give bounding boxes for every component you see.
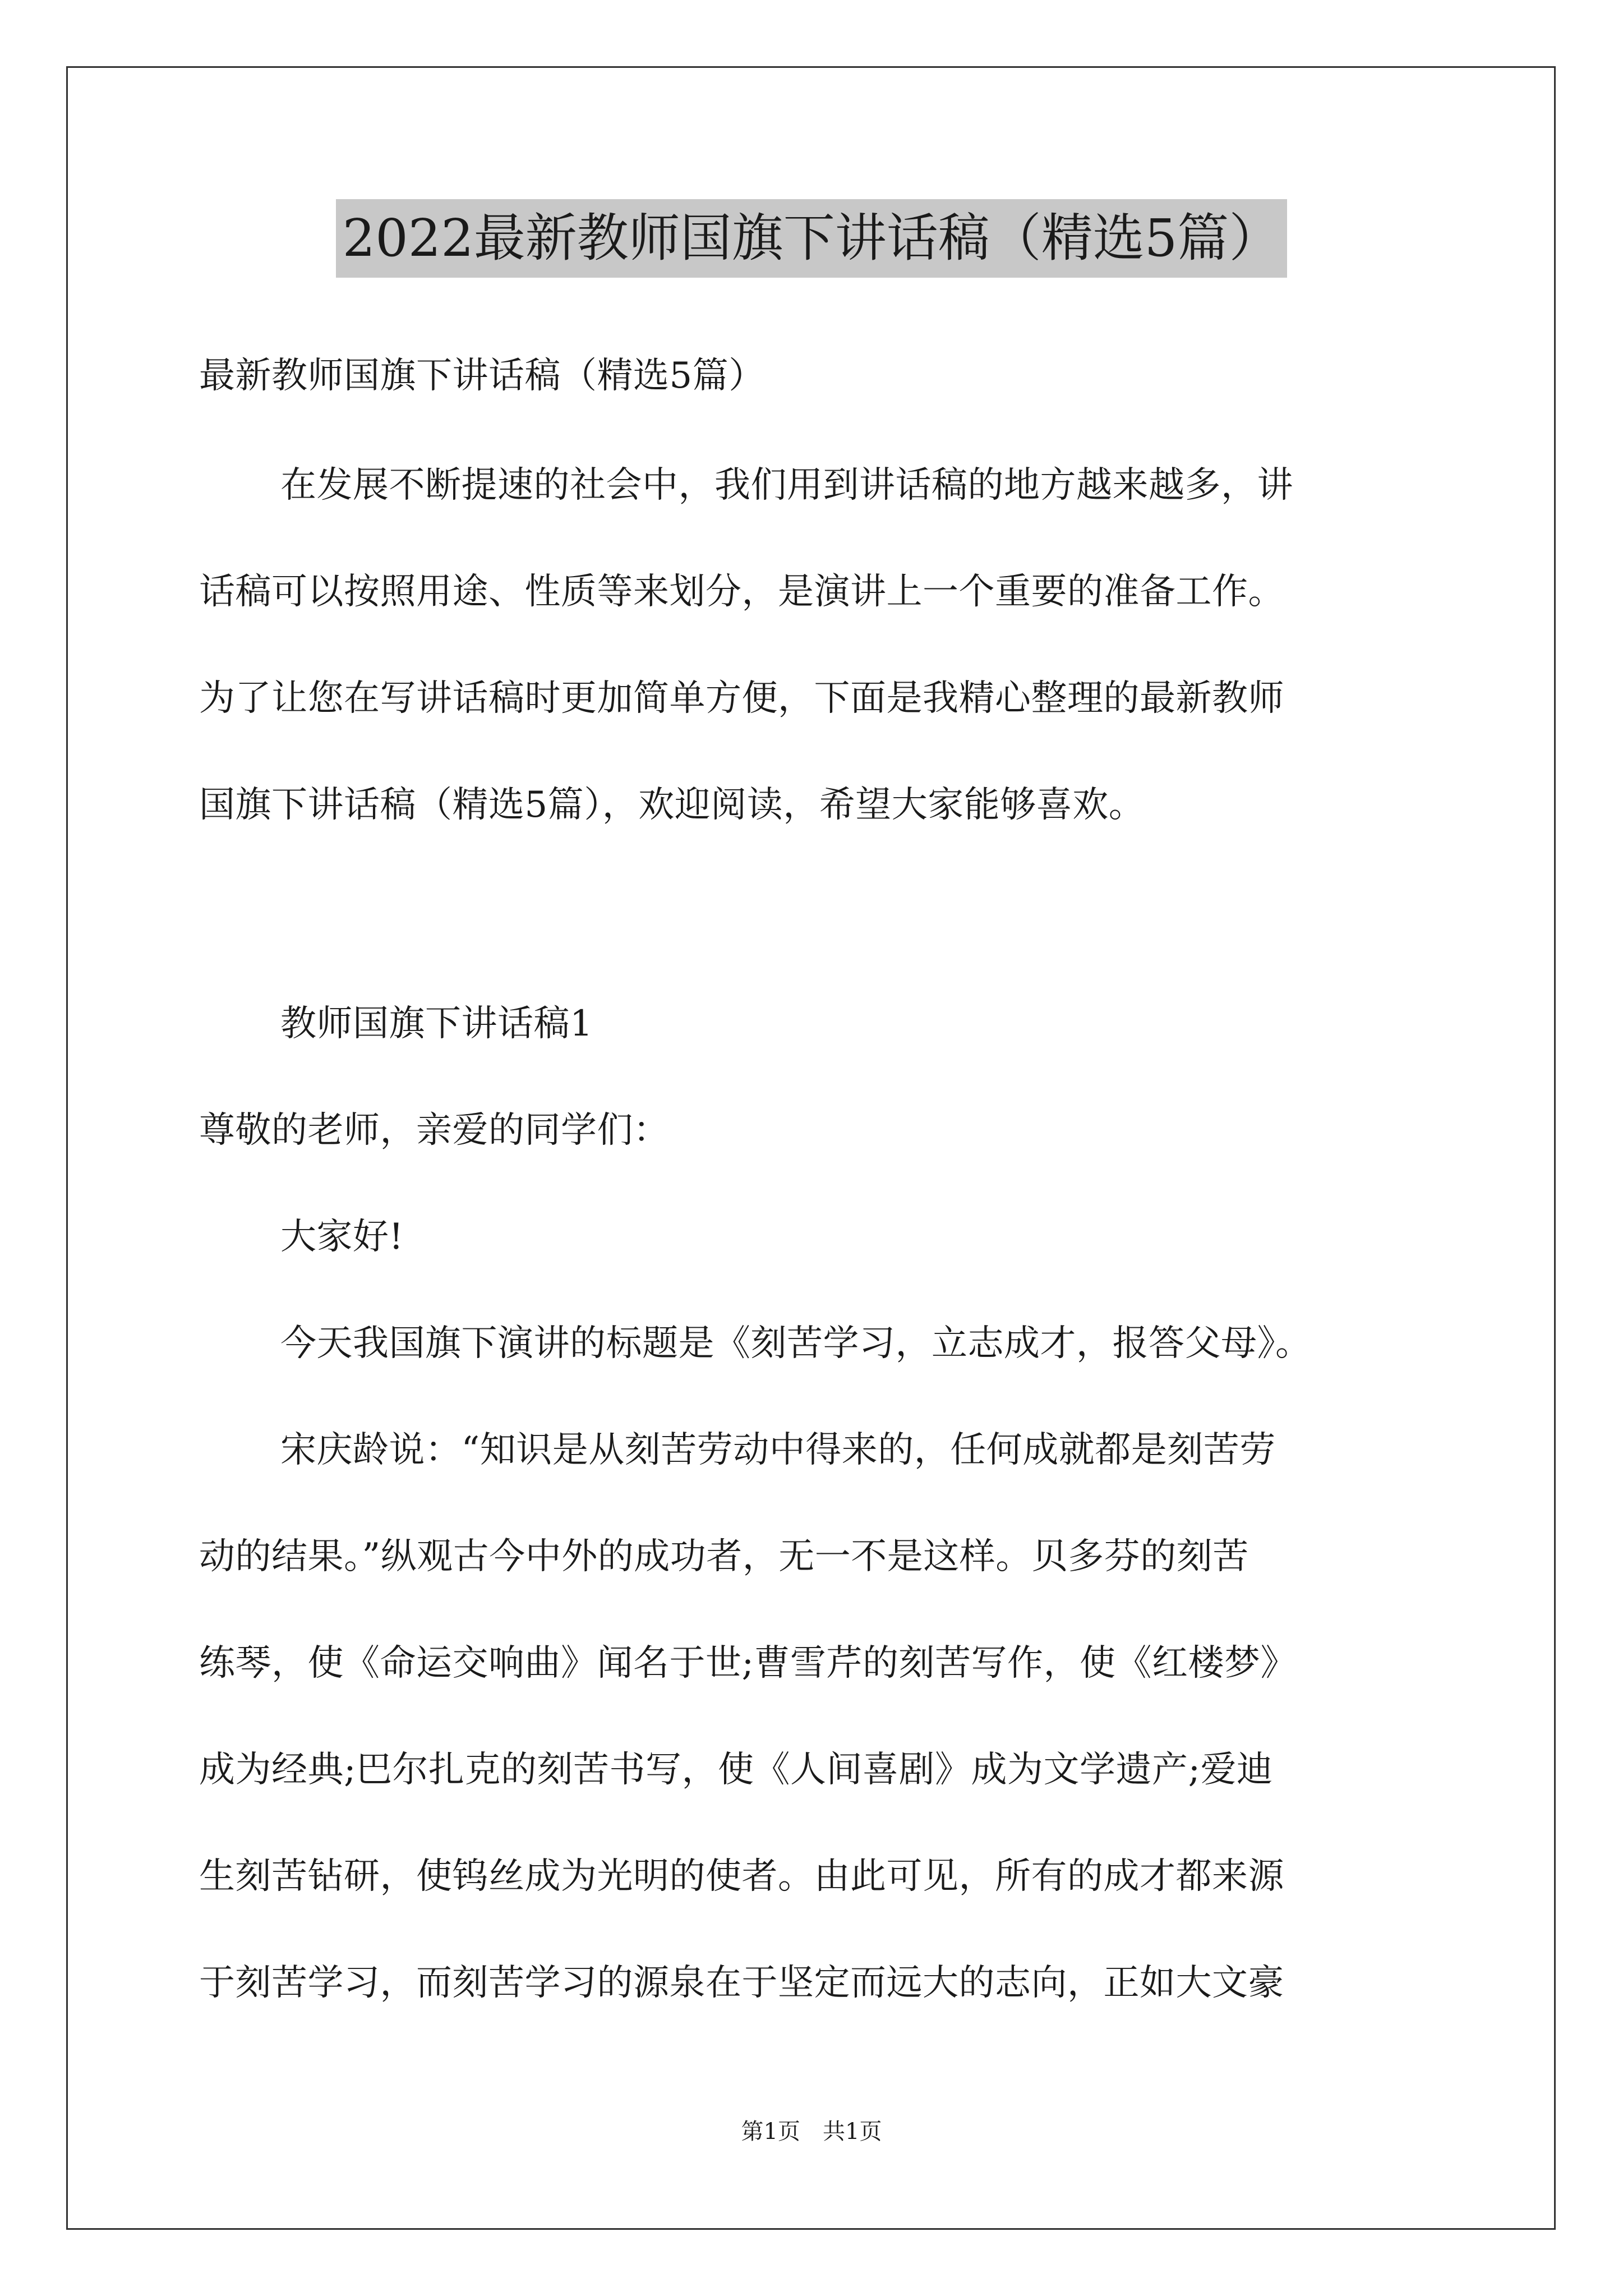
body-line-3: 练琴，使《命运交响曲》闻名于世;曹雪芹的刻苦写作，使《红楼梦》 xyxy=(199,1642,1297,1684)
intro-line-4: 国旗下讲话稿（精选5篇），欢迎阅读，希望大家能够喜欢。 xyxy=(199,784,1145,826)
body-line-2: 动的结果。”纵观古今中外的成功者，无一不是这样。贝多芬的刻苦 xyxy=(199,1536,1249,1577)
intro-line-2: 话稿可以按照用途、性质等来划分，是演讲上一个重要的准备工作。 xyxy=(199,571,1284,613)
page-footer: 第1页 共1页 xyxy=(741,2119,882,2145)
document-subtitle: 最新教师国旗下讲话稿（精选5篇） xyxy=(199,355,765,397)
title-container xyxy=(0,199,1623,278)
body-line-5: 生刻苦钻研，使钨丝成为光明的使者。由此可见，所有的成才都来源 xyxy=(199,1856,1284,1897)
greeting: 大家好! xyxy=(280,1216,404,1258)
intro-line-1: 在发展不断提速的社会中，我们用到讲话稿的地方越来越多，讲 xyxy=(280,464,1293,506)
body-line-4: 成为经典;巴尔扎克的刻苦书写，使《人间喜剧》成为文学遗产;爱迪 xyxy=(199,1749,1273,1791)
body-line-6: 于刻苦学习，而刻苦学习的源泉在于坚定而远大的志向，正如大文豪 xyxy=(199,1962,1284,2004)
document-title: 2022最新教师国旗下讲话稿（精选5篇） xyxy=(336,199,1288,278)
intro-line-3: 为了让您在写讲话稿时更加简单方便，下面是我精心整理的最新教师 xyxy=(199,678,1284,719)
body-line-1: 宋庆龄说：“知识是从刻苦劳动中得来的，任何成就都是刻苦劳 xyxy=(280,1429,1276,1471)
salutation: 尊敬的老师，亲爱的同学们： xyxy=(199,1110,670,1151)
section-heading: 教师国旗下讲话稿1 xyxy=(280,1003,593,1045)
topic-line: 今天我国旗下演讲的标题是《刻苦学习，立志成才，报答父母》。 xyxy=(280,1323,1312,1364)
